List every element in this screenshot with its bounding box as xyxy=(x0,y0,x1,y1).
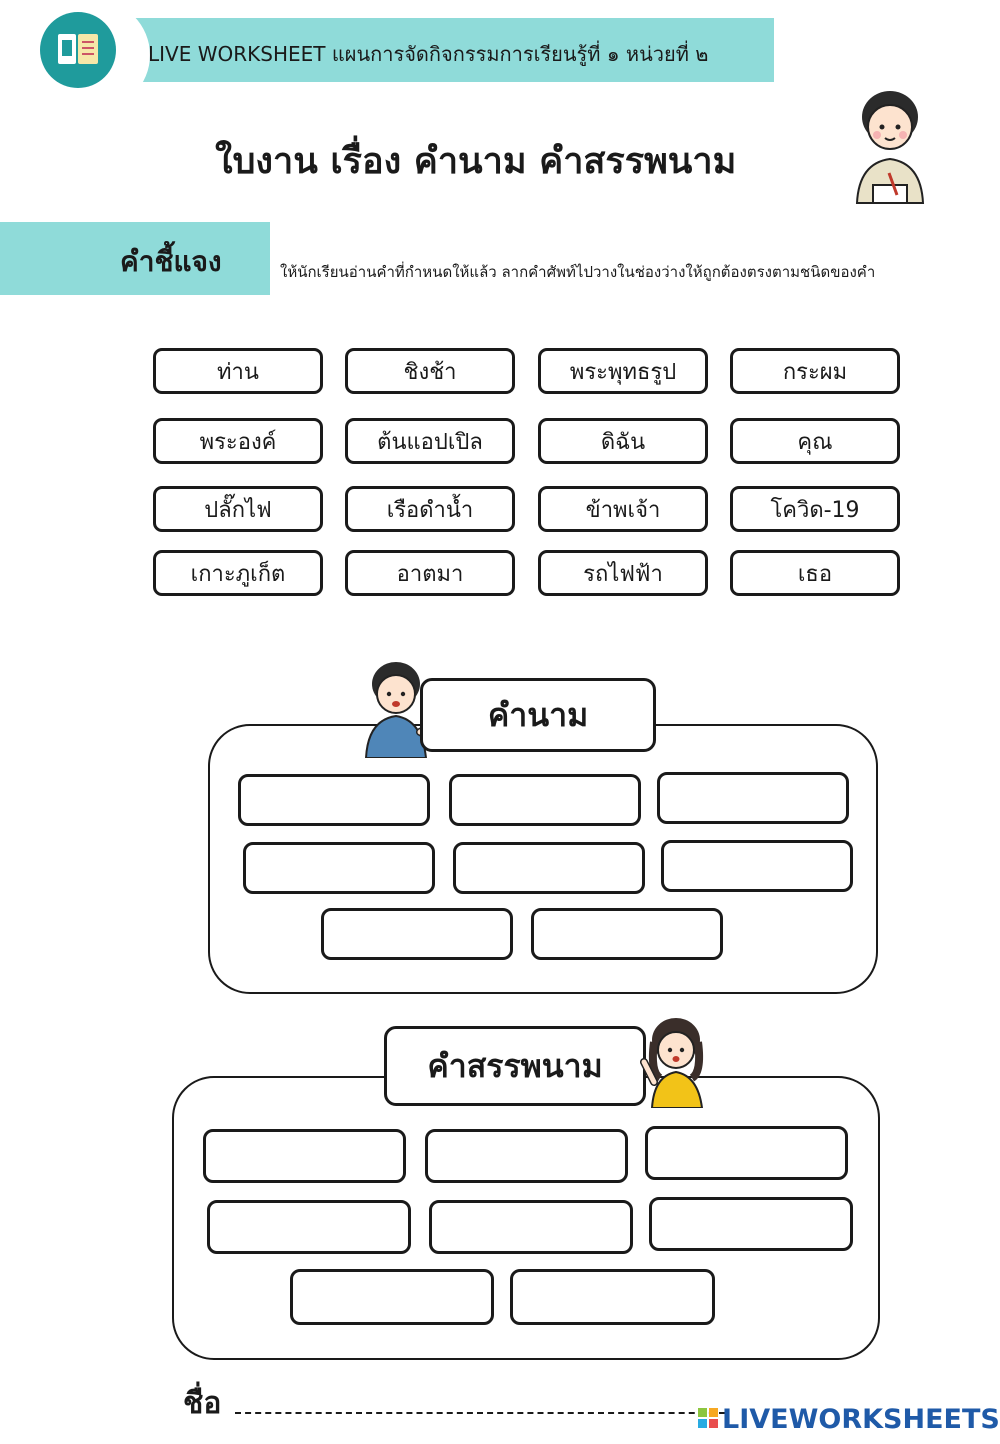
boy-writing-illustration xyxy=(845,85,935,210)
pronoun-answer-slot[interactable] xyxy=(645,1126,848,1180)
word-tile[interactable]: ปลั๊กไฟ xyxy=(153,486,323,532)
worksheet-logo-icon xyxy=(40,12,116,88)
word-tile[interactable]: ต้นแอปเปิล xyxy=(345,418,515,464)
word-tile[interactable]: โควิด-19 xyxy=(730,486,900,532)
noun-answer-slot[interactable] xyxy=(321,908,513,960)
pronoun-answer-slot[interactable] xyxy=(290,1269,494,1325)
liveworksheets-brand: LIVEWORKSHEETS xyxy=(722,1404,1000,1435)
noun-section-title: คำนาม xyxy=(420,678,656,752)
name-field[interactable] xyxy=(235,1412,725,1414)
word-tile[interactable]: ชิงช้า xyxy=(345,348,515,394)
word-tile[interactable]: เธอ xyxy=(730,550,900,596)
pronoun-answer-slot[interactable] xyxy=(510,1269,715,1325)
header-text: LIVE WORKSHEET แผนการจัดกิจกรรมการเรียนรู้ที่ ๑ หน่วยที่ ๒ xyxy=(148,42,709,66)
word-tile[interactable]: ท่าน xyxy=(153,348,323,394)
pronoun-answer-slot[interactable] xyxy=(429,1200,633,1254)
word-tile[interactable]: ดิฉัน xyxy=(538,418,708,464)
noun-answer-slot[interactable] xyxy=(449,774,641,826)
page-title: ใบงาน เรื่อง คำนาม คำสรรพนาม xyxy=(215,141,737,182)
book-icon xyxy=(40,12,116,88)
word-tile[interactable]: เรือดำน้ำ xyxy=(345,486,515,532)
word-tile[interactable]: คุณ xyxy=(730,418,900,464)
pronoun-answer-slot[interactable] xyxy=(425,1129,628,1183)
word-tile[interactable]: เกาะภูเก็ต xyxy=(153,550,323,596)
instructions-text: ให้นักเรียนอ่านคำที่กำหนดให้แล้ว ลากคำศัพท์ไปวางในช่องว่างให้ถูกต้องตรงตามชนิดของคำ xyxy=(280,263,876,281)
noun-answer-slot[interactable] xyxy=(453,842,645,894)
word-tile[interactable]: กระผม xyxy=(730,348,900,394)
noun-answer-slot[interactable] xyxy=(661,840,853,892)
pronoun-answer-slot[interactable] xyxy=(649,1197,853,1251)
noun-answer-slot[interactable] xyxy=(657,772,849,824)
girl-waving-illustration xyxy=(640,1012,710,1108)
pronoun-section-title: คำสรรพนาม xyxy=(384,1026,646,1106)
pronoun-answer-slot[interactable] xyxy=(203,1129,406,1183)
word-tile[interactable]: พระองค์ xyxy=(153,418,323,464)
name-label: ชื่อ xyxy=(183,1386,222,1421)
pronoun-answer-slot[interactable] xyxy=(207,1200,411,1254)
instructions-label: คำชี้แจง xyxy=(120,245,222,278)
liveworksheets-logo-icon xyxy=(698,1408,718,1428)
word-tile[interactable]: รถไฟฟ้า xyxy=(538,550,708,596)
word-tile[interactable]: พระพุทธรูป xyxy=(538,348,708,394)
word-tile[interactable]: อาตมา xyxy=(345,550,515,596)
noun-answer-slot[interactable] xyxy=(238,774,430,826)
word-tile[interactable]: ข้าพเจ้า xyxy=(538,486,708,532)
noun-answer-slot[interactable] xyxy=(243,842,435,894)
noun-answer-slot[interactable] xyxy=(531,908,723,960)
